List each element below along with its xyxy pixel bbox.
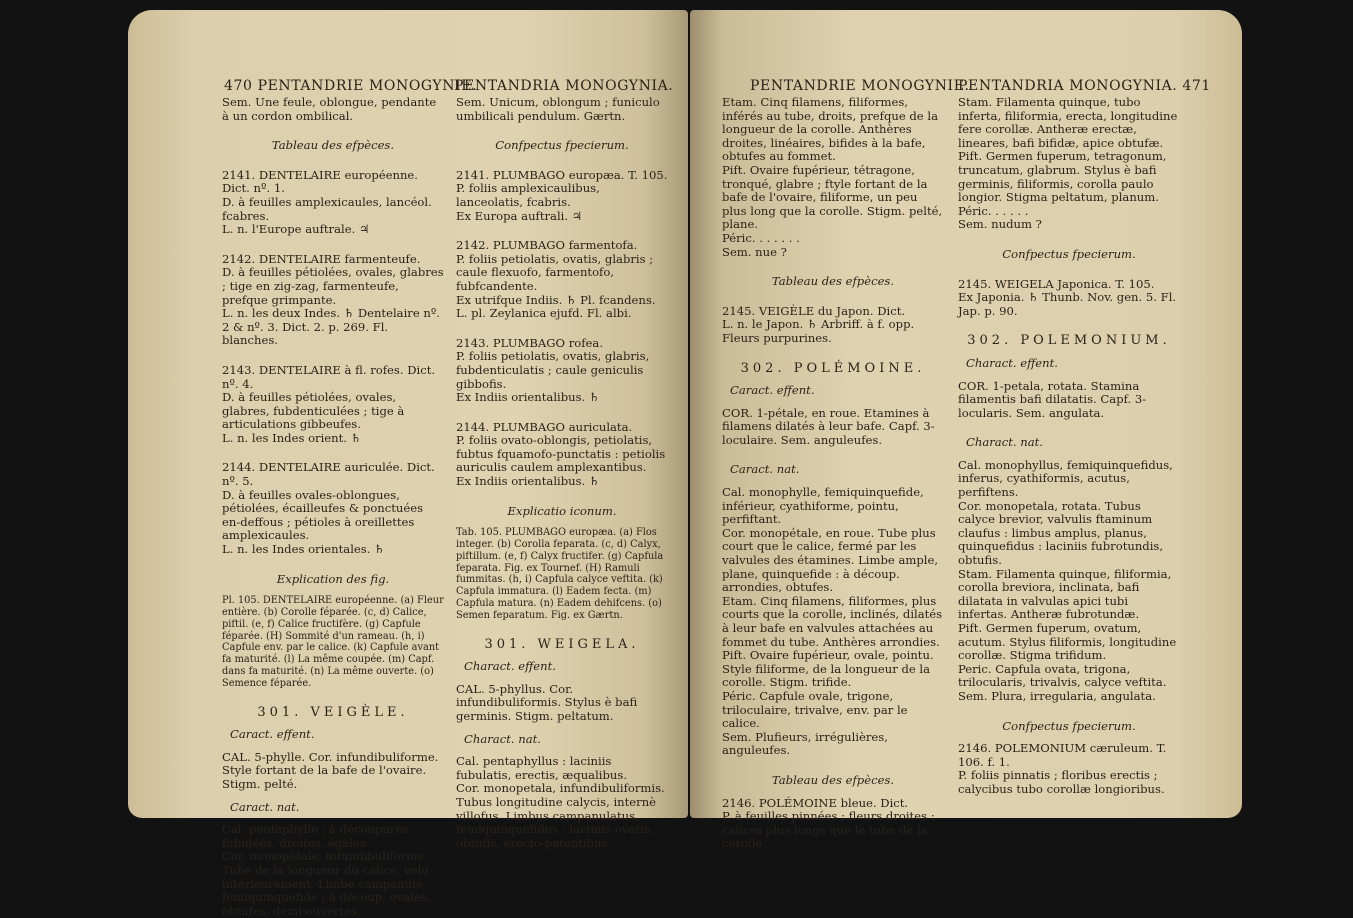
entry-locality: L. n. les Indes orient. ♄: [222, 430, 362, 445]
pericarp-description: Péric. Capfule ovale, trigone, triloculaire, trivalve, env. par le calice.: [722, 688, 908, 731]
calyx-description: Cal. pentaphylle ; à découpures fubulées, droites, égales.: [222, 822, 409, 850]
left-page: [128, 10, 688, 918]
entry-description: P. foliis petiolatis, ovatis, glabris ; caule flexuofo, farmentofo, fubfcandente.: [456, 251, 654, 293]
entry-locality: L. n. le Japon. ♄ Arbriff. à f. opp. Fleurs purpurines.: [722, 317, 915, 345]
caract-effent-label: Caract. effent.: [730, 383, 815, 398]
entry-title: 2145. VEIGÈLE du Japon. Dict.: [722, 303, 906, 318]
caract-effent-text: CAL. 5-phylle. Cor. infundibuliforme. Style fortant de la bafe de l'ovaire. Stigm. pelté.: [222, 749, 439, 791]
seed-description: Sem. Plufieurs, irrégulières, anguleufes.: [722, 729, 888, 758]
charact-nat-label: Charact. nat.: [464, 731, 541, 746]
explication-text: Pl. 105. DENTELAIRE européenne. (a) Fleur entière. (b) Corolle féparée. (c, d) Calice, piftil. (e, f) Calice fructifère. (g) Capfule féparée. (H) Sommité d'un rameau. (h, i) Capfule env. par le calice. (k) Capfule avant fa maturité. (l) La même coupée. (m) Capf. dans fa maturité. (n) La même ouverte. (o) Semence féparée.: [222, 595, 444, 689]
left-french-column: [222, 96, 444, 918]
caract-effent-label: Caract. effent.: [230, 727, 315, 742]
caract-nat-label: Caract. nat.: [230, 799, 300, 814]
entry-description: P. à feuilles pinnées ; fleurs droites ; calices plus longs que le tube de la corolle.: [722, 809, 935, 851]
entry-title: 2141. PLUMBAGO europæa. T. 105.: [456, 167, 668, 182]
right-page-header-la: PENTANDRIA MONOGYNIA. 471: [958, 78, 1211, 94]
entry-2141: [222, 169, 444, 237]
corolla-description: Cor. monopetala, rotata. Tubus calyce brevior, valvulis ftaminum claufus : limbus amplus, planus, quinquefidus : laciniis fubrotundis, obtufis.: [958, 498, 1164, 568]
calyx-description: Cal. pentaphyllus : laciniis fubulatis, erectis, æqualibus.: [456, 754, 628, 782]
corolla-description: Cor. monopétale, en roue. Tube plus court que le calice, fermé par les valvules des étamines. Limbe ample, plane, quinquefide : à découp. arrondies, obtufes.: [722, 525, 939, 595]
conspectus-heading: Confpectus fpecierum.: [495, 138, 629, 153]
tableau-heading: Tableau des efpèces.: [271, 138, 395, 153]
entry-description: D. à feuilles ovales-oblongues, pétiolées, écailleufes & ponctuées en-deffous ; pétioles à oreillettes amplexicaules.: [222, 487, 424, 543]
explicatio-heading: Explicatio iconum.: [507, 503, 617, 518]
stamen-description: Etam. Cinq filamens, filiformes, plus courts que la corolle, inclinés, dilatés à leur bafe en valvules attachées au fommet du tube. Anthères arrondies.: [722, 593, 943, 649]
corolla-description: Cor. monopétale, infundibuliforme. Tube de la longueur du calice, velu intérieurement. Limbe campanulé, femiquinquefide ; à découp. ovales, obtufes, demi-ouvertes.: [222, 849, 431, 918]
entry-description: D. à feuilles pétiolées, ovales, glabres, fubdenticulées ; tige à articulations gibbeufes.: [222, 390, 405, 432]
charact-effent-text: CAL. 5-phyllus. Cor. infundibuliformis. Stylus è bafi germinis. Stigm. peltatum.: [456, 681, 638, 723]
calyx-description: Cal. monophyllus, femiquinquefidus, inferus, cyathiformis, acutus, perfiftens.: [958, 457, 1173, 500]
entry-title: 2146. POLÉMOINE bleue. Dict.: [722, 795, 909, 810]
charact-effent-text: COR. 1-petala, rotata. Stamina filamentis bafi dilatatis. Capf. 3-locularis. Sem. angulata.: [958, 378, 1147, 420]
seed-description: Sem. Plura, irregularia, angulata.: [958, 688, 1156, 703]
entry-title: 2142. DENTELAIRE farmenteufe.: [222, 251, 421, 266]
charact-effent-label: Charact. effent.: [464, 659, 556, 674]
entry-title: 2145. WEIGELA Japonica. T. 105.: [958, 276, 1155, 291]
entry-2141: [456, 169, 668, 223]
entry-title: 2141. DENTELAIRE européenne. Dict. nº. 1.: [222, 167, 418, 196]
left-latin-column: [456, 96, 668, 850]
calyx-description: Cal. monophylle, femiquinquefide, inférieur, cyathiforme, pointu, perfiftant.: [722, 485, 924, 527]
pericarp-description: Peric. Capfula ovata, trigona, trilocularis, trivalvis, calyce veftita.: [958, 661, 1167, 690]
tableau-heading: Tableau des efpèces.: [771, 274, 895, 289]
entry-locality: L. n. les Indes orientales. ♄: [222, 542, 385, 557]
stamen-description: Stam. Filamenta quinque, filiformia, corolla breviora, inclinata, bafi dilatata in valvulas apici tubi infertas. Antheræ fubrotundæ.: [958, 566, 1172, 622]
entry-description: D. à feuilles pétiolées, ovales, glabres ; tige en zig-zag, farmenteufe, prefque grimpante.: [222, 265, 444, 307]
corolla-description: Cor. monopetala, infundibuliformis. Tubus longitudine calycis, internè villofus. Limbus campanulatus, femiquinquefidus : laciniis ovatis, obtufis, erecto-patentibus.: [456, 781, 665, 850]
right-page-header-fr: PENTANDRIE MONOGYNIE.: [750, 78, 970, 94]
explication-heading: Explication des fig.: [276, 571, 390, 586]
entry-locality: Ex Europa auftrali. ♃: [456, 208, 583, 223]
left-page-header-la: PENTANDRIA MONOGYNIA.: [454, 78, 674, 94]
caract-effent-text: COR. 1-pétale, en roue. Etamines à filamens dilatés à leur bafe. Capf. 3-loculaire. Sem. anguleufes.: [722, 405, 935, 447]
pericarp-description: Péric. . . . . .: [958, 203, 1029, 218]
seed-description: Sem. nudum ?: [958, 217, 1042, 232]
entry-locality: Ex Indiis orientalibus. ♄: [456, 390, 600, 405]
pistil-description: Pift. Ovaire fupérieur, tétragone, tronqué, glabre ; ftyle fortant de la bafe de l'ovaire, filiforme, un peu plus long que la corolle. Stigm. pelté, plane.: [722, 162, 943, 232]
caract-nat-label: Caract. nat.: [730, 462, 800, 477]
entry-description: P. foliis petiolatis, ovatis, glabris, fubdenticulatis ; caule geniculis gibbofis.: [456, 349, 650, 391]
entry-2142: [456, 239, 668, 321]
pericarp-description: Péric. . . . . . .: [722, 230, 800, 245]
seed-description: Sem. nue ?: [722, 244, 787, 259]
entry-title: 2143. DENTELAIRE à fl. rofes. Dict. nº. 4.: [222, 362, 436, 391]
entry-2145: [722, 305, 944, 346]
genus-heading: 302. POLÉMOINE.: [740, 360, 926, 376]
entry-2146: [722, 797, 944, 851]
entry-title: 2146. POLEMONIUM cæruleum. T. 106. f. 1.: [958, 741, 1167, 769]
pistil-description: Pift. Ovaire fupérieur, ovale, pointu. Style filiforme, de la longueur de la corolle. Stigm. trifide.: [722, 648, 934, 690]
entry-description: P. foliis amplexicaulibus, lanceolatis, fcabris.: [456, 181, 600, 209]
entry-locality: L. n. les deux Indes. ♄ Dentelaire nº. 2 & nº. 3. Dict. 2. p. 269. Fl. blanches.: [222, 306, 440, 348]
right-french-column: [722, 96, 944, 851]
conspectus-heading: Confpectus fpecierum.: [1002, 246, 1136, 261]
entry-2143: [222, 364, 444, 446]
sem-text: Sem. Une feule, oblongue, pendante à un cordon ombilical.: [222, 95, 437, 123]
stamen-description: Etam. Cinq filamens, filiformes, inférés au tube, droits, prefque de la longueur de la corolle. Anthères droites, linéaires, bifides à la bafe, obtufes au fommet.: [722, 95, 938, 164]
pistil-description: Pift. Germen fuperum, tetragonum, truncatum, glabrum. Stylus è bafi germinis, filiformis, corolla paulo longior. Stigma peltatum, planum.: [958, 149, 1167, 205]
entry-locality: Ex Japonia. ♄ Thunb. Nov. gen. 5. Fl. Jap. p. 90.: [958, 290, 1177, 318]
entry-2144: [222, 461, 444, 556]
entry-title: 2144. PLUMBAGO auriculata.: [456, 419, 633, 434]
right-latin-column: [958, 96, 1180, 797]
genus-heading: 301. WEIGELA.: [484, 636, 640, 652]
stamen-description: Stam. Filamenta quinque, tubo inferta, filiformia, erecta, longitudine fere corollæ. Antheræ erectæ, lineares, bafi bifidæ, apice obtufæ.: [958, 95, 1178, 150]
right-page: [690, 10, 1242, 851]
entry-2142: [222, 253, 444, 348]
genus-heading: 301. VEIGÈLE.: [257, 704, 409, 720]
entry-2143: [456, 337, 668, 405]
entry-description: P. foliis ovato-oblongis, petiolatis, fubtus fquamofo-punctatis : petiolis auriculis caulem amplexantibus.: [456, 433, 666, 475]
conspectus-heading-2: Confpectus fpecierum.: [1002, 718, 1136, 733]
entry-2145: [958, 278, 1180, 319]
entry-description: P. foliis pinnatis ; floribus erectis ; calycibus tubo corollæ longioribus.: [958, 768, 1165, 796]
tableau-heading-2: Tableau des efpèces.: [771, 772, 895, 787]
genus-heading: 302. POLEMONIUM.: [967, 333, 1171, 349]
explicatio-text: Tab. 105. PLUMBAGO europæa. (a) Flos integer. (b) Corolla feparata. (c, d) Calyx, piftillum. (e, f) Calyx fructifer. (g) Capfula feparata. Fig. ex Tournef. (H) Ramuli fummitas. (h, i) Capfula calyce veftita. (k) Capfula immatura. (l) Eadem fecta. (m) Capfula matura. (n) Eadem dehifcens. (o) Semen feparatum. Fig. ex Gærtn.: [456, 527, 664, 621]
entry-2144: [456, 421, 668, 489]
entry-locality: L. n. l'Europe auftrale. ♃: [222, 222, 370, 237]
entry-title: 2142. PLUMBAGO farmentofa.: [456, 238, 638, 253]
entry-locality: Ex utrifque Indiis. ♄ Pl. fcandens. L. pl. Zeylanica ejufd. Fl. albi.: [456, 292, 656, 321]
entry-description: D. à feuilles amplexicaules, lancéol. fcabres.: [222, 194, 432, 223]
entry-2146: [958, 742, 1180, 796]
left-page-header-fr: 470 PENTANDRIE MONOGYNIE.: [224, 78, 478, 94]
entry-title: 2143. PLUMBAGO rofea.: [456, 335, 603, 350]
pistil-description: Pift. Germen fuperum, ovatum, acutum. Stylus filiformis, longitudine corollæ. Stigma trifidum.: [958, 621, 1177, 663]
sem-text: Sem. Unicum, oblongum ; funiculo umbilicali pendulum. Gærtn.: [456, 95, 660, 123]
entry-title: 2144. DENTELAIRE auriculée. Dict. nº. 5.: [222, 460, 435, 489]
charact-nat-label: Charact. nat.: [966, 435, 1043, 450]
entry-locality: Ex Indiis orientalibus. ♄: [456, 474, 600, 489]
charact-effent-label: Charact. effent.: [966, 355, 1058, 370]
